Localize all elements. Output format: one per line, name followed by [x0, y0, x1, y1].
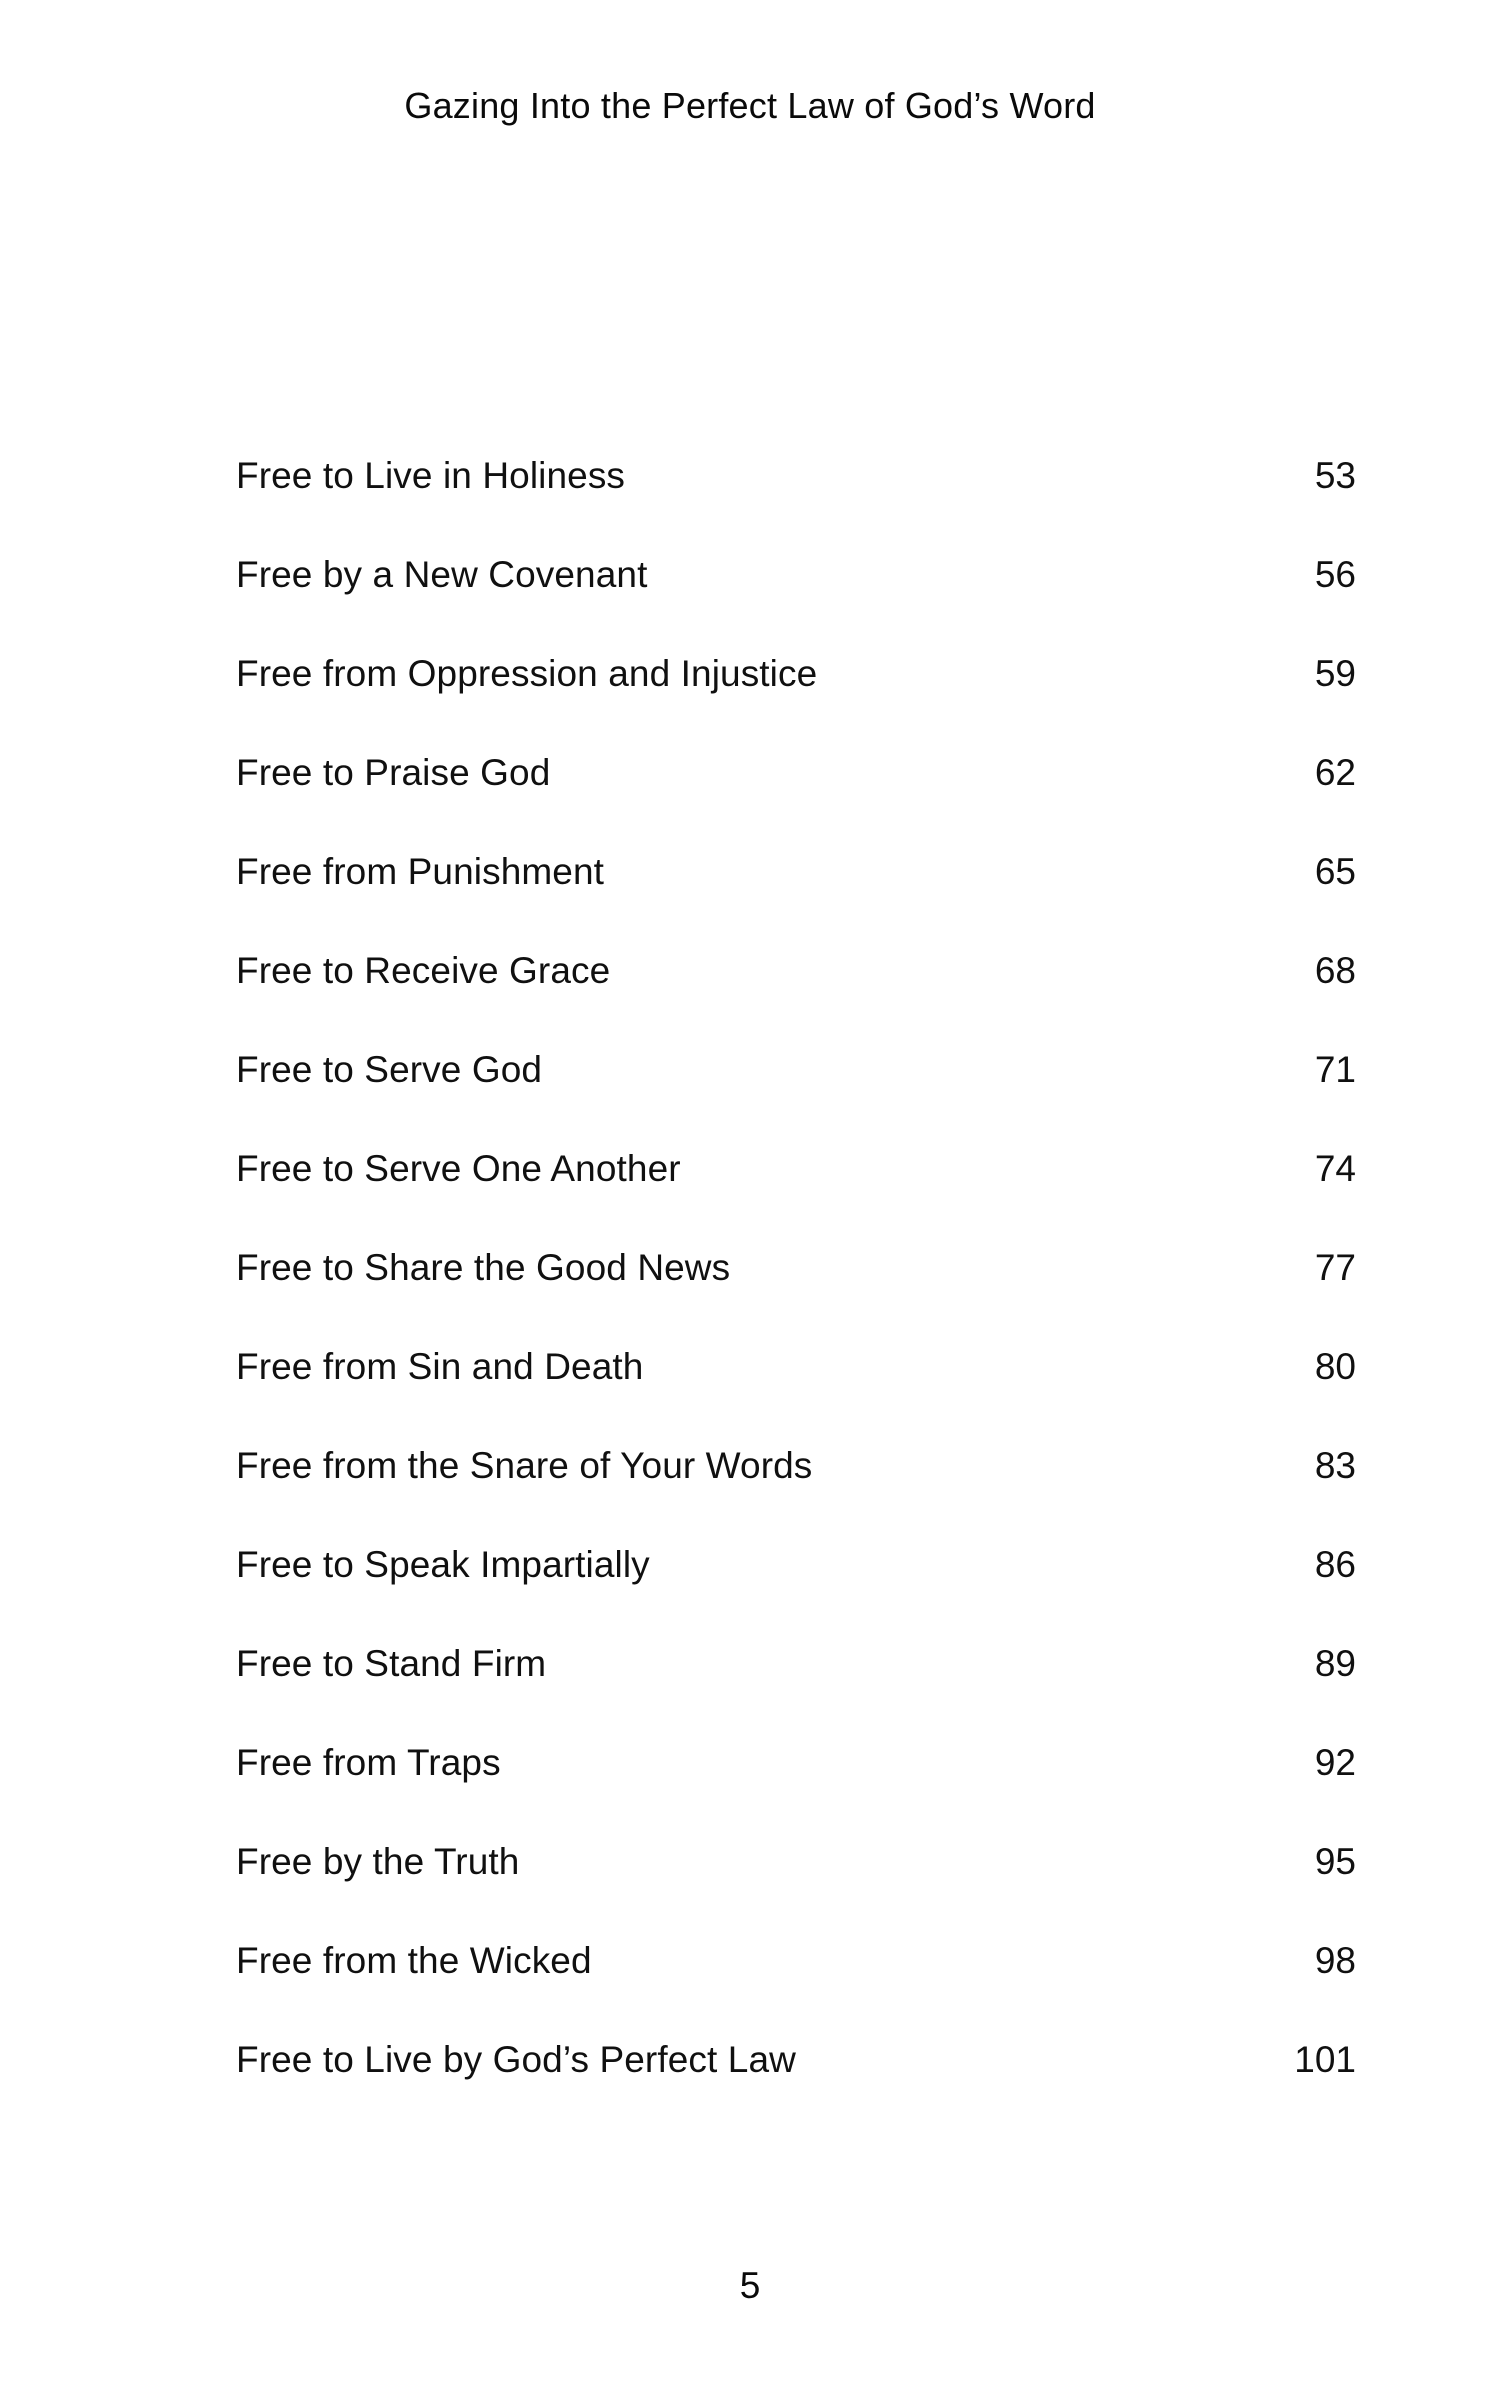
running-head: Gazing Into the Perfect Law of God’s Word — [404, 85, 1096, 126]
page-number: 5 — [739, 2265, 761, 2306]
toc-entry[interactable] — [236, 1346, 1356, 1445]
toc-entry[interactable] — [236, 1742, 1356, 1841]
toc-entry-title: Free from Punishment — [236, 851, 605, 892]
toc-entry-title: Free from the Wicked — [236, 1940, 592, 1981]
toc-entry[interactable] — [236, 1940, 1356, 2039]
toc-entry[interactable] — [236, 2039, 1356, 2138]
toc-entry-title: Free to Serve God — [236, 1049, 543, 1090]
toc-entry-page: 83 — [1314, 1445, 1356, 1486]
table-of-contents — [236, 455, 1356, 2138]
toc-entry-title: Free to Live by God’s Perfect Law — [236, 2039, 796, 2080]
toc-entry[interactable] — [236, 1247, 1356, 1346]
toc-entry-title: Free to Share the Good News — [236, 1247, 731, 1288]
toc-entry-page: 59 — [1314, 653, 1356, 694]
toc-entry-title: Free to Live in Holiness — [236, 455, 626, 496]
toc-entry-page: 92 — [1314, 1742, 1356, 1783]
toc-entry[interactable] — [236, 1148, 1356, 1247]
toc-entry-page: 101 — [1294, 2039, 1356, 2080]
toc-entry[interactable] — [236, 851, 1356, 950]
toc-entry-page: 62 — [1314, 752, 1356, 793]
toc-entry-page: 98 — [1314, 1940, 1356, 1981]
toc-entry-title: Free from the Snare of Your Words — [236, 1445, 813, 1486]
toc-entry-title: Free from Oppression and Injustice — [236, 653, 818, 694]
toc-entry[interactable] — [236, 554, 1356, 653]
toc-entry-title: Free to Stand Firm — [236, 1643, 547, 1684]
toc-entry[interactable] — [236, 1841, 1356, 1940]
toc-entry[interactable] — [236, 1643, 1356, 1742]
toc-entry-page: 53 — [1314, 455, 1356, 496]
toc-entry[interactable] — [236, 950, 1356, 1049]
toc-entry-page: 68 — [1314, 950, 1356, 991]
toc-entry-page: 56 — [1314, 554, 1356, 595]
toc-entry-title: Free to Receive Grace — [236, 950, 611, 991]
toc-entry[interactable] — [236, 455, 1356, 554]
toc-entry[interactable] — [236, 1049, 1356, 1148]
toc-entry[interactable] — [236, 1445, 1356, 1544]
toc-entry-title: Free to Serve One Another — [236, 1148, 681, 1189]
toc-entry-page: 89 — [1314, 1643, 1356, 1684]
toc-entry-page: 74 — [1314, 1148, 1356, 1189]
toc-entry[interactable] — [236, 752, 1356, 851]
toc-entry[interactable] — [236, 1544, 1356, 1643]
toc-entry-page: 71 — [1314, 1049, 1356, 1090]
toc-entry-page: 86 — [1314, 1544, 1356, 1585]
toc-entry-page: 65 — [1314, 851, 1356, 892]
toc-entry-title: Free to Praise God — [236, 752, 551, 793]
toc-entry-title: Free from Traps — [236, 1742, 501, 1783]
toc-entry-title: Free by the Truth — [236, 1841, 520, 1882]
toc-entry-title: Free from Sin and Death — [236, 1346, 644, 1387]
toc-entry[interactable] — [236, 653, 1356, 752]
toc-entry-title: Free to Speak Impartially — [236, 1544, 650, 1585]
toc-entry-title: Free by a New Covenant — [236, 554, 648, 595]
toc-entry-page: 80 — [1314, 1346, 1356, 1387]
toc-entry-page: 77 — [1314, 1247, 1356, 1288]
toc-entry-page: 95 — [1314, 1841, 1356, 1882]
